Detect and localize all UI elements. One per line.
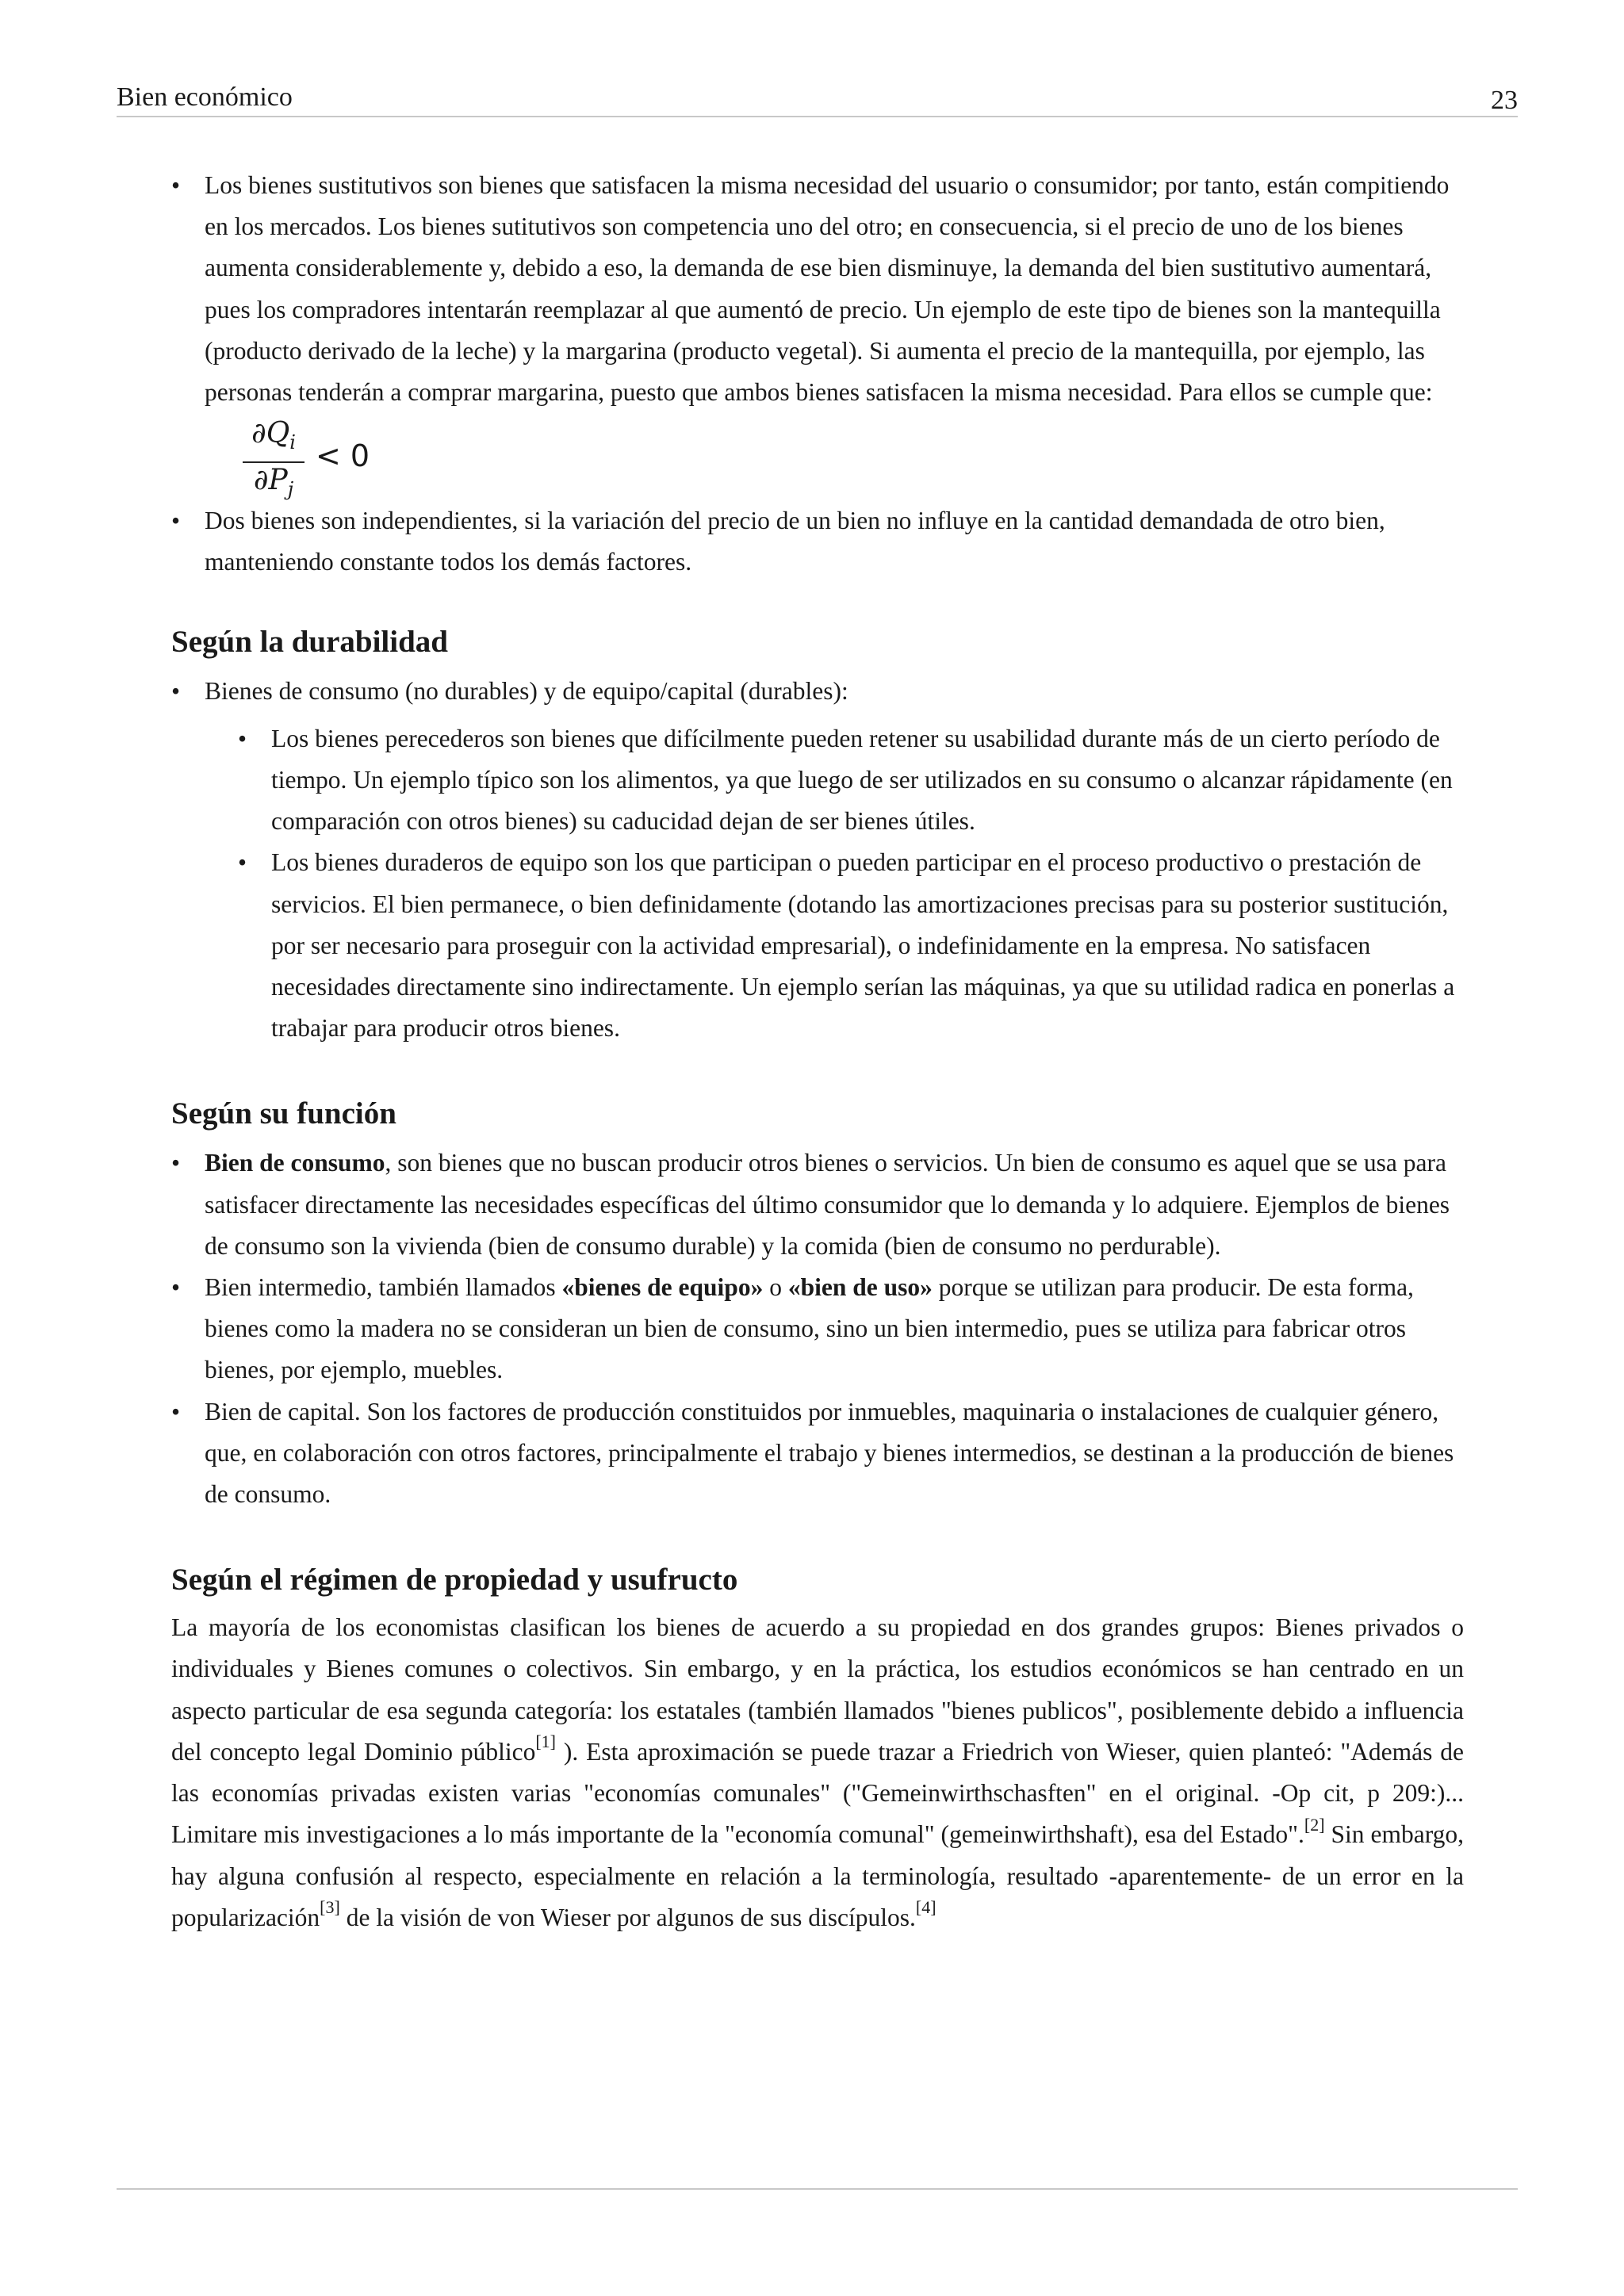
list-item: • Bien de capital. Son los factores de producción constituidos por inmuebles, maquinaria o instalaciones de cualquier género, que, en colaboración con otros factores, principalmente el trabajo y bienes intermedios, se destinan a la producción de bienes de consumo.: [171, 1391, 1464, 1516]
list-item: • Bien de consumo, son bienes que no buscan producir otros bienes o servicios. Un bien de consumo es aquel que se usa para satisfacer directamente las necesidades específicas del último consumidor que lo demanda y lo adquiere. Ejemplos de bienes de consumo son la vivienda (bien de consumo durable) y la comida (bien de consumo no perdurable).: [171, 1142, 1464, 1267]
reference-link[interactable]: [3]: [320, 1897, 340, 1918]
list-item: • Bienes de consumo (no durables) y de equipo/capital (durables): • Los bienes perecederos son bienes que difícilmente pueden retener su usabilidad durante más de un cierto período de tiempo. Un ejemplo típico son los alimentos, ya que luego de ser utilizados en su consumo o alcanzar rápidamente (en comparación con otros bienes) su caducidad dejan de ser bienes útiles. • Los bienes duraderos de equipo son los que participan o pueden participar en el proceso productivo o prestación de servicios. El bien permanece, o bien definidamente (dotando las amortizaciones precisas para su posterior sustitución, por ser necesario para proseguir con la actividad empresarial), o indefinidamente en la empresa. No satisfacen necesidades directamente sino indirectamente. Un ejemplo serían las máquinas, ya que su utilidad radica en ponerlas a trabajar para producir otros bienes.: [171, 671, 1464, 1050]
list-item: • Los bienes sustitutivos son bienes que satisfacen la misma necesidad del usuario o consumidor; por tanto, están compitiendo en los mercados. Los bienes sutitutivos son competencia uno del otro; en consecuencia, si el precio de uno de los bienes aumenta considerablemente y, debido a eso, la demanda de ese bien disminuye, la demanda del bien sustitutivo aumentará, pues los compradores intentarán reemplazar al que aumentó de precio. Un ejemplo de este tipo de bienes son la mantequilla (producto derivado de la leche) y la margarina (producto vegetal). Si aumenta el precio de la mantequilla, por ejemplo, las personas tenderán a comprar margarina, puesto que ambos bienes satisfacen la misma necesidad. Para ellos se cumple que:: [171, 165, 1464, 413]
sub-list-item: • Los bienes perecederos son bienes que difícilmente pueden retener su usabilidad durante más de un cierto período de tiempo. Un ejemplo típico son los alimentos, ya que luego de ser utilizados en su consumo o alcanzar rápidamente (en comparación con otros bienes) su caducidad dejan de ser bienes útiles.: [238, 718, 1464, 843]
running-title: Bien económico: [117, 82, 293, 112]
section-heading-regimen: Según el régimen de propiedad y usufructo: [171, 1563, 738, 1598]
section-heading-funcion: Según su función: [171, 1096, 396, 1131]
independientes-list: [171, 500, 1464, 583]
durabilidad-list: [171, 671, 1464, 1050]
sub-list-item: • Los bienes duraderos de equipo son los que participan o pueden participar en el proceso productivo o prestación de servicios. El bien permanece, o bien definidamente (dotando las amortizaciones precisas para su posterior sustitución, por ser necesario para proseguir con la actividad empresarial), o indefinidamente en la empresa. No satisfacen necesidades directamente sino indirectamente. Un ejemplo serían las máquinas, ya que su utilidad radica en ponerlas a trabajar para producir otros bienes.: [238, 842, 1464, 1049]
footer-divider: [117, 2188, 1518, 2190]
list-item: • Bien intermedio, también llamados «bienes de equipo» o «bien de uso» porque se utilizan para producir. De esta forma, bienes como la madera no se consideran un bien de consumo, sino un bien intermedio, pues se utiliza para fabricar otros bienes, por ejemplo, muebles.: [171, 1267, 1464, 1391]
section-heading-durabilidad: Según la durabilidad: [171, 624, 448, 659]
formula: [171, 413, 1464, 500]
durabilidad-sublist: [205, 718, 1464, 1050]
reference-link[interactable]: [4]: [915, 1897, 936, 1918]
sustitutivos-list: [171, 165, 1464, 413]
formula-relation: < 0: [316, 438, 370, 474]
formula-fraction: [243, 416, 304, 507]
main-content: [171, 165, 1464, 1938]
page-number: 23: [1491, 86, 1518, 115]
regimen-paragraph: La mayoría de los economistas clasifican los bienes de acuerdo a su propiedad en dos grandes grupos: Bienes privados o individuales y Bienes comunes o colectivos. Sin embargo, y en la práctica, los estudios económicos se han centrado en un aspecto particular de esa segunda categoría: los estatales (también llamados "bienes publicos", posiblemente debido a influencia del concepto legal Dominio público[1] ). Esta aproximación se puede trazar a Friedrich von Wieser, quien planteó: "Además de las economías privadas existen varias "economías comunales" ("Gemeinwirthschasften" en el original. -Op cit, p 209:)... Limitare mis investigaciones a lo más importante de la "economía comunal" (gemeinwirthshaft), esa del Estado".[2] Sin embargo, hay alguna confusión al respecto, especialmente en relación a la terminología, resultado -aparentemente- de un error en la popularización[3] de la visión de von Wieser por algunos de sus discípulos.[4]: [171, 1613, 1465, 1931]
formula-numerator: $\partial Q_i$: [243, 416, 304, 463]
page-header: [117, 79, 1518, 117]
reference-link[interactable]: [2]: [1304, 1814, 1325, 1835]
reference-link[interactable]: [1]: [535, 1732, 557, 1752]
list-item: • Dos bienes son independientes, si la variación del precio de un bien no influye en la cantidad demandada de otro bien, manteniendo constante todos los demás factores.: [171, 500, 1464, 583]
formula-denominator: $\partial P_j$: [253, 464, 294, 501]
funcion-list: [171, 1142, 1464, 1515]
